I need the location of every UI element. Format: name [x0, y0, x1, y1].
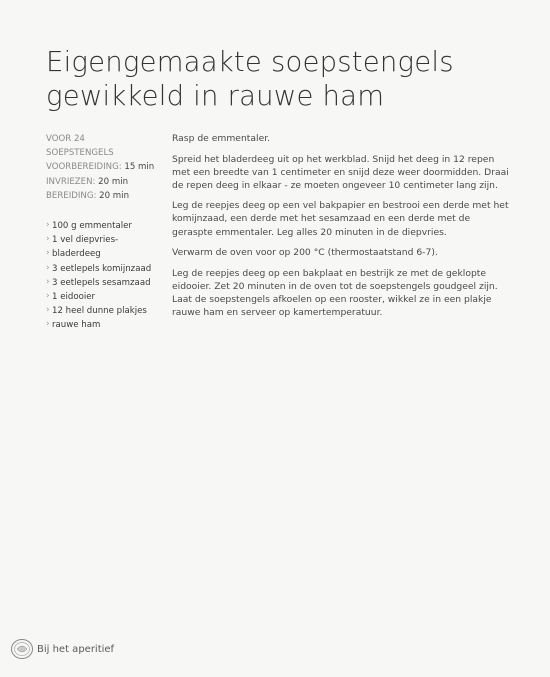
- ingredient-list: [46, 219, 166, 333]
- ingredient-item: › 1 eidooier: [46, 290, 166, 304]
- prep-time-value: 15 min: [124, 162, 155, 173]
- prep-time-label: VOORBEREIDING:: [46, 162, 122, 173]
- cook-time-value: 20 min: [99, 190, 130, 201]
- freeze-time-value: 20 min: [98, 176, 129, 187]
- ingredient-item: › bladerdeeg: [46, 247, 166, 261]
- section-label: Bij het aperitief: [37, 643, 115, 655]
- instruction-step: Leg de reepjes deeg op een vel bakpapier en bestrooi een derde met het komijnzaad, een derde met het sesamzaad en een derde met de geraspte emmentaler. Leg alles 20 minuten in de diepvries.: [172, 200, 509, 238]
- ingredient-item: › 3 eetlepels komijnzaad: [46, 262, 166, 276]
- ingredient-item: › 3 eetlepels sesamzaad: [46, 276, 166, 290]
- ingredient-item: › rauwe ham: [46, 318, 166, 332]
- recipe-meta: [46, 132, 166, 203]
- instruction-step: Spreid het bladerdeeg uit op het werkblad. Snijd het deeg in 12 repen met een breedte van 1 centimeter en snijd deze weer doormidden. Draai de repen deeg in elkaar - ze moeten ongeveer 10 centimeter lang zijn.: [172, 153, 509, 191]
- freeze-time: [46, 175, 166, 189]
- stamp-logo-icon: [10, 638, 34, 660]
- ingredient-item: › 12 heel dunne plakjes: [46, 304, 166, 318]
- freeze-time-label: INVRIEZEN:: [46, 176, 96, 187]
- cook-time-label: BEREIDING:: [46, 190, 97, 201]
- recipe-title: [46, 45, 526, 113]
- recipe-instructions: [172, 132, 512, 327]
- title-line: Eigengemaakte soepstengels: [46, 46, 454, 78]
- serves-line: SOEPSTENGELS: [46, 148, 114, 159]
- instruction-step: Rasp de emmentaler.: [172, 133, 271, 144]
- ingredient-item: › 100 g emmentaler: [46, 219, 166, 233]
- serves-line: VOOR 24: [46, 134, 85, 144]
- instruction-step: Verwarm de oven voor op 200 °C (thermostaatstand 6-7).: [172, 247, 438, 259]
- recipe-sidebar: [46, 132, 166, 333]
- title-line: gewikkeld in rauwe ham: [46, 80, 385, 112]
- cook-time: [46, 189, 166, 203]
- prep-time: [46, 160, 166, 174]
- ingredient-item: › 1 vel diepvries-: [46, 233, 166, 247]
- page-footer: [10, 638, 114, 660]
- instruction-step: Leg de reepjes deeg op een bakplaat en bestrijk ze met de geklopte eidooier. Zet 20 minuten in de oven tot de soepstengels goudgeel zijn. Laat de soepstengels afkoelen op een rooster, wikkel ze in een plakje rauwe ham en serveer op kamertemperatuur.: [172, 267, 498, 319]
